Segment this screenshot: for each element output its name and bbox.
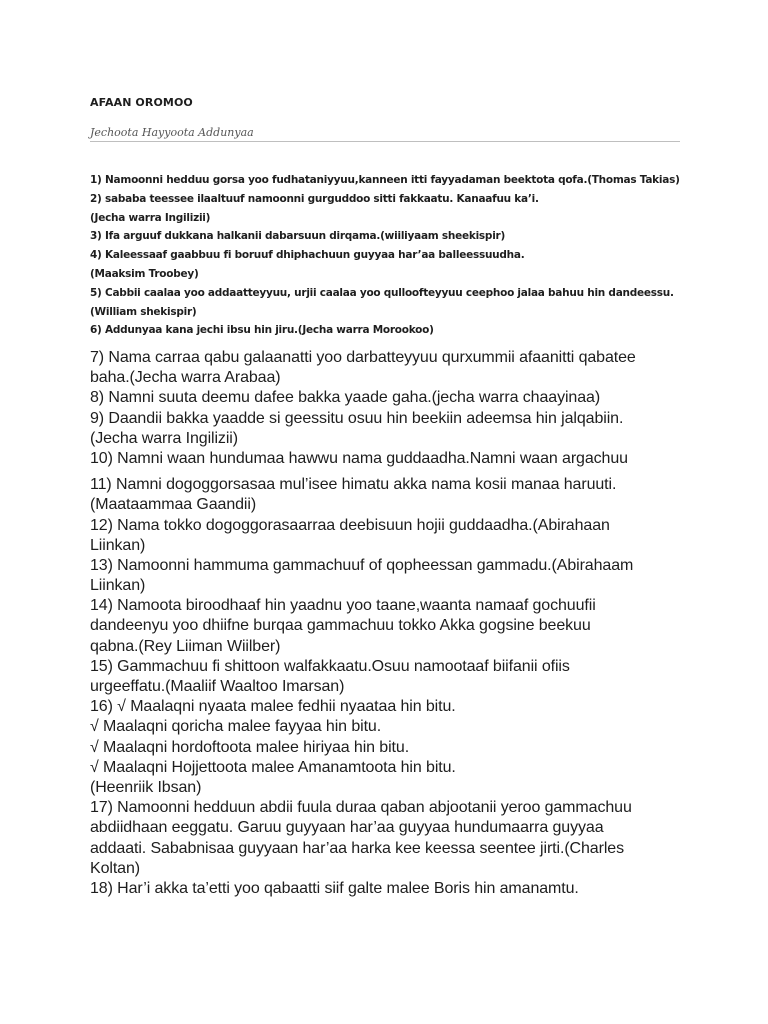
quote-line: baha.(Jecha warra Arabaa)	[90, 369, 281, 387]
quote-list-large	[90, 348, 636, 899]
quote-line: 8) Namni suuta deemu dafee bakka yaade gaha.(jecha warra chaayinaa)	[90, 389, 601, 407]
document-subheading: Jechoota Hayyoota Addunyaa	[90, 126, 254, 139]
quote-line: 11) Namni dogoggorsasaa mul’isee himatu akka nama kosii manaa haruuti.	[90, 476, 617, 494]
quote-line: (Jecha warra Ingilizii)	[90, 429, 238, 447]
quote-line: abdiidhaan eeggatu. Garuu guyyaan har’aa guyyaa hundumaarra guyyaa	[90, 819, 604, 837]
quote-line: 4) Kaleessaaf gaabbuu fi boruuf dhiphachuun guyyaa har’aa balleessuudha.	[90, 249, 525, 262]
quote-line: √ Maalaqni hordoftoota malee hiriyaa hin bitu.	[90, 738, 410, 756]
quote-line: 13) Namoonni hammuma gammachuuf of qopheessan gammadu.(Abirahaam	[90, 556, 634, 574]
document-heading: AFAAN OROMOO	[90, 96, 193, 109]
quote-line: 14) Namoota biroodhaaf hin yaadnu yoo taane,waanta namaaf gochuufii	[90, 597, 596, 615]
quote-line: (Jecha warra Ingilizii)	[90, 211, 211, 224]
quote-line: 17) Namoonni hedduun abdii fuula duraa qaban abjootanii yeroo gammachuu	[90, 799, 632, 817]
quote-line: urgeeffatu.(Maaliif Waaltoo Imarsan)	[90, 678, 345, 695]
quote-line: Koltan)	[90, 859, 140, 877]
quote-line: 2) sababa teessee ilaaltuuf namoonni gurguddoo sitti fakkaatu. Kanaafuu ka’i.	[90, 192, 539, 205]
quote-line: 5) Cabbii caalaa yoo addaatteyyuu, urjii caalaa yoo qulloofteyyuu ceephoo jalaa bahuu hin dandeessu.	[90, 286, 674, 299]
quote-line: √ Maalaqni Hojjettoota malee Amanamtoota hin bitu.	[90, 758, 456, 776]
quote-line: qabna.(Rey Liiman Wiilber)	[90, 637, 281, 655]
quote-line: 1) Namoonni hedduu gorsa yoo fudhataniyyuu,kanneen itti fayyadaman beektota qofa.(Thomas Takias)	[90, 174, 680, 186]
quote-line: √ Maalaqni qoricha malee fayyaa hin bitu.	[90, 718, 382, 736]
quote-line: 7) Nama carraa qabu galaanatti yoo darbatteyyuu qurxummii afaanitti qabatee	[90, 349, 636, 366]
quote-line: 16) √ Maalaqni nyaata malee fedhii nyaataa hin bitu.	[90, 698, 456, 716]
quote-line: (William shekispir)	[90, 305, 197, 318]
quote-line: 10) Namni waan hundumaa hawwu nama guddaadha.Namni waan argachuu	[90, 449, 628, 467]
quote-line: 3) Ifa arguuf dukkana halkanii dabarsuun dirqama.(wiiliyaam sheekispir)	[90, 230, 506, 243]
quote-line: 12) Nama tokko dogoggorasaarraa deebisuun hojii guddaadha.(Abirahaan	[90, 516, 610, 534]
quote-list-small	[90, 171, 680, 340]
quote-line: Liinkan)	[90, 577, 146, 595]
quote-line: (Maataammaa Gaandii)	[90, 496, 257, 514]
quote-line: 15) Gammachuu fi shittoon walfakkaatu.Osuu namootaaf biifanii ofiis	[90, 657, 570, 675]
quote-line: addaati. Sababnisaa guyyaan har’aa harka kee keessa seentee jirti.(Charles	[90, 839, 624, 857]
quote-line: (Heenriik Ibsan)	[90, 778, 202, 796]
quote-line: Liinkan)	[90, 536, 146, 554]
quote-line: 18) Har’i akka ta’etti yoo qabaatti siif galte malee Boris hin amanamtu.	[90, 879, 579, 897]
quote-line: 6) Addunyaa kana jechi ibsu hin jiru.(Jecha warra Morookoo)	[90, 324, 434, 337]
quote-line: (Maaksim Troobey)	[90, 267, 199, 280]
quote-line: 9) Daandii bakka yaadde si geessitu osuu hin beekiin adeemsa hin jalqabiin.	[90, 409, 624, 427]
quote-line: dandeenyu yoo dhiifne burqaa gammachuu tokko Akka gogsine beekuu	[90, 617, 591, 635]
divider	[90, 141, 680, 142]
